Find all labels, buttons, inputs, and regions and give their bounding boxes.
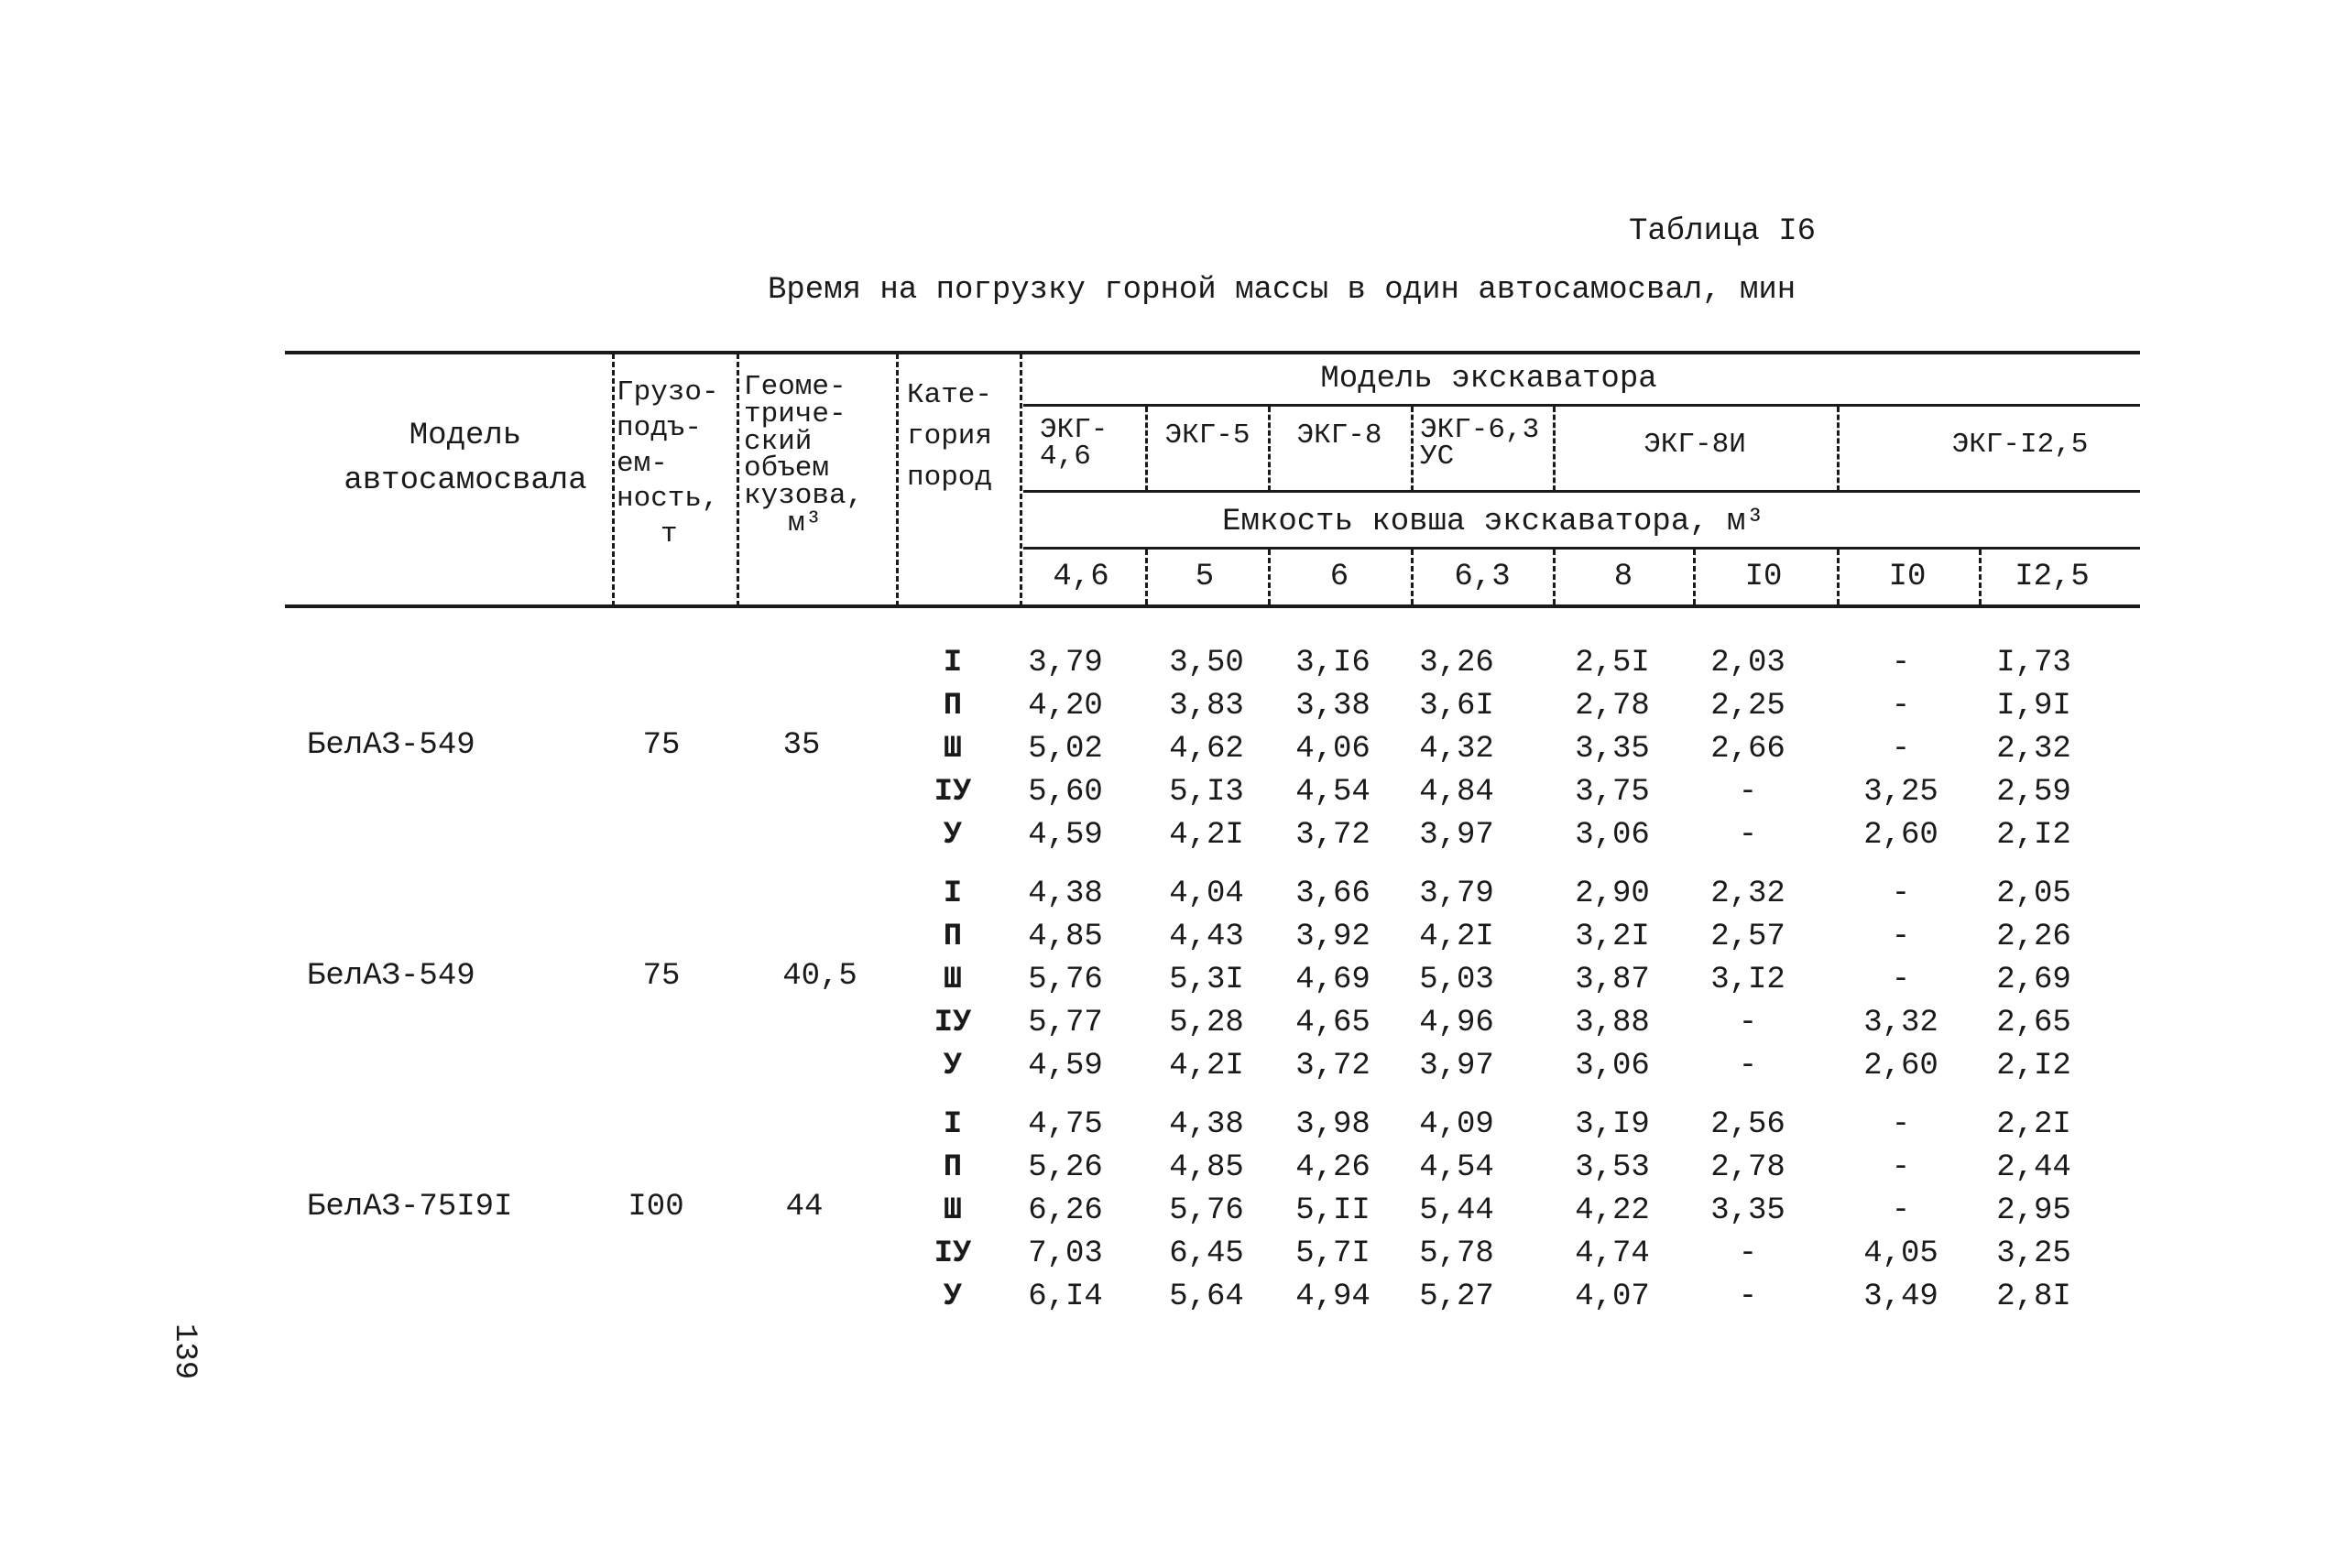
table-cell: 4,38 — [1169, 1107, 1244, 1142]
table-cell: 5,44 — [1419, 1193, 1494, 1228]
table-cell: - — [1891, 646, 1911, 681]
rock-category: ІУ — [934, 1236, 972, 1271]
table-cell: 5,7I — [1295, 1236, 1370, 1271]
rock-category: У — [943, 1279, 963, 1314]
header-volume-line: кузова, — [744, 480, 864, 512]
header-volume-line: объем — [744, 452, 830, 485]
table-cell: 5,02 — [1028, 732, 1103, 767]
table-cell: I,9I — [1996, 689, 2071, 724]
group-capacity: 75 — [642, 959, 681, 994]
table-cell: 3,72 — [1295, 818, 1370, 853]
table-cell: 3,49 — [1863, 1279, 1938, 1314]
table-cell: 4,2I — [1419, 920, 1494, 954]
table-cell: 4,85 — [1169, 1150, 1244, 1185]
header-capacity-line: подъ- — [617, 411, 703, 444]
rock-category: Ш — [943, 1193, 963, 1228]
table-cell: - — [1891, 1193, 1911, 1228]
header-capacity-line: ем- — [617, 447, 668, 480]
table-cell: 3,79 — [1419, 877, 1494, 911]
table-cell: 3,97 — [1419, 1049, 1494, 1083]
top-rule — [285, 351, 2140, 354]
table-cell: 3,75 — [1575, 775, 1650, 810]
table-cell: I,73 — [1996, 646, 2071, 681]
header-bottom-rule — [285, 604, 2140, 608]
table-title: Время на погрузку горной массы в один автосамосвал, мин — [768, 273, 1796, 308]
col-separator — [1553, 407, 1556, 491]
header-category-line: Кате- — [907, 379, 993, 411]
table-cell: 2,78 — [1710, 1150, 1785, 1185]
col-separator — [1693, 550, 1696, 604]
rule-under-excavator-model — [1023, 404, 2140, 407]
table-cell: 4,96 — [1419, 1006, 1494, 1040]
table-cell: 3,35 — [1575, 732, 1650, 767]
header-capacity-value: I0 — [1744, 560, 1783, 594]
table-cell: 5,I3 — [1169, 775, 1244, 810]
table-cell: 4,43 — [1169, 920, 1244, 954]
rule-under-excavators — [1023, 490, 2140, 493]
table-cell: 2,60 — [1863, 1049, 1938, 1083]
table-cell: 4,59 — [1028, 1049, 1103, 1083]
table-cell: 5,77 — [1028, 1006, 1103, 1040]
group-capacity: I00 — [628, 1190, 684, 1225]
table-cell: 5,76 — [1169, 1193, 1244, 1228]
table-cell: 2,60 — [1863, 818, 1938, 853]
table-cell: 4,32 — [1419, 732, 1494, 767]
header-excavator: ЭКГ- 4,6 — [1040, 414, 1108, 474]
table-cell: 2,I2 — [1996, 1049, 2071, 1083]
table-cell: 6,26 — [1028, 1193, 1103, 1228]
table-cell: 2,5I — [1575, 646, 1650, 681]
rock-category: ІУ — [934, 1006, 972, 1040]
table-cell: 5,28 — [1169, 1006, 1244, 1040]
table-cell: 3,32 — [1863, 1006, 1938, 1040]
group-capacity: 75 — [642, 728, 681, 763]
table-cell: 2,32 — [1710, 877, 1785, 911]
header-model: Модель автосамосвала — [344, 419, 587, 499]
table-cell: - — [1891, 963, 1911, 997]
table-cell: - — [1738, 775, 1758, 810]
table-cell: 3,79 — [1028, 646, 1103, 681]
header-capacity-value: 5 — [1195, 560, 1215, 594]
header-volume-line: Геоме- — [744, 371, 846, 403]
header-capacity-value: 6,3 — [1454, 560, 1511, 594]
col-separator — [1411, 550, 1414, 604]
table-cell: 3,I2 — [1710, 963, 1785, 997]
table-cell: 3,92 — [1295, 920, 1370, 954]
table-cell: 6,I4 — [1028, 1279, 1103, 1314]
table-cell: 5,3I — [1169, 963, 1244, 997]
table-cell: 3,26 — [1419, 646, 1494, 681]
table-cell: 3,87 — [1575, 963, 1650, 997]
rock-category: У — [943, 818, 963, 853]
table-cell: 3,6I — [1419, 689, 1494, 724]
table-cell: 2,03 — [1710, 646, 1785, 681]
rule-under-bucket-capacity — [1023, 547, 2140, 550]
table-cell: 2,56 — [1710, 1107, 1785, 1142]
header-category-line: пород — [907, 461, 993, 494]
table-cell: 3,66 — [1295, 877, 1370, 911]
header-capacity-value: 6 — [1329, 560, 1349, 594]
table-number: Таблица I6 — [1629, 214, 1817, 249]
table-cell: 2,69 — [1996, 963, 2071, 997]
header-excavator: ЭКГ-5 — [1164, 419, 1250, 452]
rock-category: Ш — [943, 732, 963, 767]
rock-category: I — [943, 646, 963, 681]
table-cell: - — [1891, 1150, 1911, 1185]
table-cell: 4,75 — [1028, 1107, 1103, 1142]
col-separator — [1268, 550, 1271, 604]
table-cell: 5,60 — [1028, 775, 1103, 810]
header-capacity-value: I0 — [1888, 560, 1927, 594]
table-cell: 5,II — [1295, 1193, 1370, 1228]
table-cell: 4,54 — [1419, 1150, 1494, 1185]
table-cell: - — [1891, 920, 1911, 954]
header-capacity-value: I2,5 — [2015, 560, 2090, 594]
col-separator — [1268, 407, 1271, 491]
table-cell: 4,69 — [1295, 963, 1370, 997]
rock-category: I — [943, 1107, 963, 1142]
rock-category: ІУ — [934, 775, 972, 810]
header-category — [907, 376, 992, 499]
table-cell: 5,27 — [1419, 1279, 1494, 1314]
table-cell: - — [1891, 1107, 1911, 1142]
col-separator — [1145, 407, 1148, 491]
table-cell: 4,59 — [1028, 818, 1103, 853]
table-cell: 2,44 — [1996, 1150, 2071, 1185]
col-separator — [1553, 550, 1556, 604]
table-cell: 3,25 — [1863, 775, 1938, 810]
table-cell: 4,05 — [1863, 1236, 1938, 1271]
group-model: БелАЗ-549 — [307, 959, 475, 994]
table-cell: 3,06 — [1575, 1049, 1650, 1083]
group-volume: 40,5 — [782, 959, 857, 994]
col-separator — [896, 354, 899, 606]
table-cell: 4,26 — [1295, 1150, 1370, 1185]
table-cell: 3,50 — [1169, 646, 1244, 681]
header-volume-line: ский — [744, 425, 813, 458]
group-volume: 44 — [785, 1190, 824, 1225]
table-cell: 4,06 — [1295, 732, 1370, 767]
table-cell: 3,35 — [1710, 1193, 1785, 1228]
table-cell: 4,62 — [1169, 732, 1244, 767]
table-cell: 2,25 — [1710, 689, 1785, 724]
table-cell: 2,90 — [1575, 877, 1650, 911]
header-volume — [744, 371, 864, 539]
table-cell: - — [1738, 1049, 1758, 1083]
table-cell: 3,38 — [1295, 689, 1370, 724]
table-cell: 2,I2 — [1996, 818, 2071, 853]
header-excavator: ЭКГ-6,3 УС — [1420, 414, 1540, 474]
table-cell: 3,I9 — [1575, 1107, 1650, 1142]
table-cell: 4,38 — [1028, 877, 1103, 911]
table-cell: - — [1738, 818, 1758, 853]
group-volume: 35 — [782, 728, 821, 763]
table-cell: 4,54 — [1295, 775, 1370, 810]
header-capacity-line: т — [661, 518, 678, 550]
table-cell: - — [1738, 1279, 1758, 1314]
header-excavator: ЭКГ-I2,5 — [1951, 429, 2089, 461]
header-capacity — [617, 376, 719, 553]
rock-category: I — [943, 877, 963, 911]
table-cell: - — [1891, 689, 1911, 724]
rock-category: П — [943, 689, 963, 724]
table-cell: 4,04 — [1169, 877, 1244, 911]
rock-category: У — [943, 1049, 963, 1083]
table-cell: 4,74 — [1575, 1236, 1650, 1271]
table-cell: 3,97 — [1419, 818, 1494, 853]
table-cell: 4,85 — [1028, 920, 1103, 954]
header-capacity-line: ность, — [617, 483, 719, 516]
table-cell: 4,2I — [1169, 818, 1244, 853]
table-cell: 2,8I — [1996, 1279, 2071, 1314]
table-cell: 2,95 — [1996, 1193, 2071, 1228]
table-cell: - — [1738, 1236, 1758, 1271]
header-excavator-model: Модель экскаватора — [1320, 362, 1657, 397]
header-category-line: гория — [907, 419, 993, 452]
table-cell: 5,76 — [1028, 963, 1103, 997]
col-separator — [1020, 354, 1022, 606]
header-bucket-capacity: Емкость ковша экскаватора, м³ — [1222, 505, 1764, 539]
table-cell: 4,07 — [1575, 1279, 1650, 1314]
table-cell: 4,94 — [1295, 1279, 1370, 1314]
header-excavator: ЭКГ-8 — [1296, 419, 1382, 452]
group-model: БелАЗ-75I9I — [307, 1190, 513, 1225]
table-cell: - — [1891, 877, 1911, 911]
table-cell: 2,32 — [1996, 732, 2071, 767]
table-cell: 4,22 — [1575, 1193, 1650, 1228]
table-cell: 4,2I — [1169, 1049, 1244, 1083]
header-excavator: ЭКГ-8И — [1643, 429, 1746, 461]
table-cell: 3,25 — [1996, 1236, 2071, 1271]
col-separator — [1837, 550, 1840, 604]
page-number: 139 — [167, 1323, 202, 1380]
table-cell: - — [1738, 1006, 1758, 1040]
col-separator — [737, 354, 739, 606]
table-cell: 3,72 — [1295, 1049, 1370, 1083]
table-cell: 2,05 — [1996, 877, 2071, 911]
rock-category: П — [943, 1150, 963, 1185]
table-cell: 4,09 — [1419, 1107, 1494, 1142]
table-cell: 5,26 — [1028, 1150, 1103, 1185]
rock-category: Ш — [943, 963, 963, 997]
table-cell: 2,78 — [1575, 689, 1650, 724]
table-cell: 4,84 — [1419, 775, 1494, 810]
table-cell: 3,83 — [1169, 689, 1244, 724]
table-cell: 5,78 — [1419, 1236, 1494, 1271]
rock-category: П — [943, 920, 963, 954]
table-cell: 2,2I — [1996, 1107, 2071, 1142]
table-cell: 5,03 — [1419, 963, 1494, 997]
col-separator — [1837, 407, 1840, 491]
table-cell: 2,59 — [1996, 775, 2071, 810]
table-cell: 7,03 — [1028, 1236, 1103, 1271]
table-cell: - — [1891, 732, 1911, 767]
header-capacity-value: 4,6 — [1053, 560, 1109, 594]
header-volume-line: триче- — [744, 397, 846, 430]
table-cell: 3,06 — [1575, 818, 1650, 853]
table-cell: 2,65 — [1996, 1006, 2071, 1040]
header-capacity-value: 8 — [1613, 560, 1633, 594]
table-cell: 2,57 — [1710, 920, 1785, 954]
table-cell: 4,65 — [1295, 1006, 1370, 1040]
group-model: БелАЗ-549 — [307, 728, 475, 763]
table-cell: 2,26 — [1996, 920, 2071, 954]
col-separator — [1145, 550, 1148, 604]
col-separator — [612, 354, 615, 606]
col-separator — [1979, 550, 1982, 604]
table-cell: 4,20 — [1028, 689, 1103, 724]
table-cell: 3,98 — [1295, 1107, 1370, 1142]
header-volume-line: м³ — [788, 506, 823, 539]
table-cell: 5,64 — [1169, 1279, 1244, 1314]
table-cell: 2,66 — [1710, 732, 1785, 767]
header-capacity-line: Грузо- — [617, 376, 719, 408]
table-cell: 3,I6 — [1295, 646, 1370, 681]
table-cell: 3,2I — [1575, 920, 1650, 954]
table-cell: 6,45 — [1169, 1236, 1244, 1271]
table-cell: 3,88 — [1575, 1006, 1650, 1040]
table-cell: 3,53 — [1575, 1150, 1650, 1185]
col-separator — [1411, 407, 1414, 491]
